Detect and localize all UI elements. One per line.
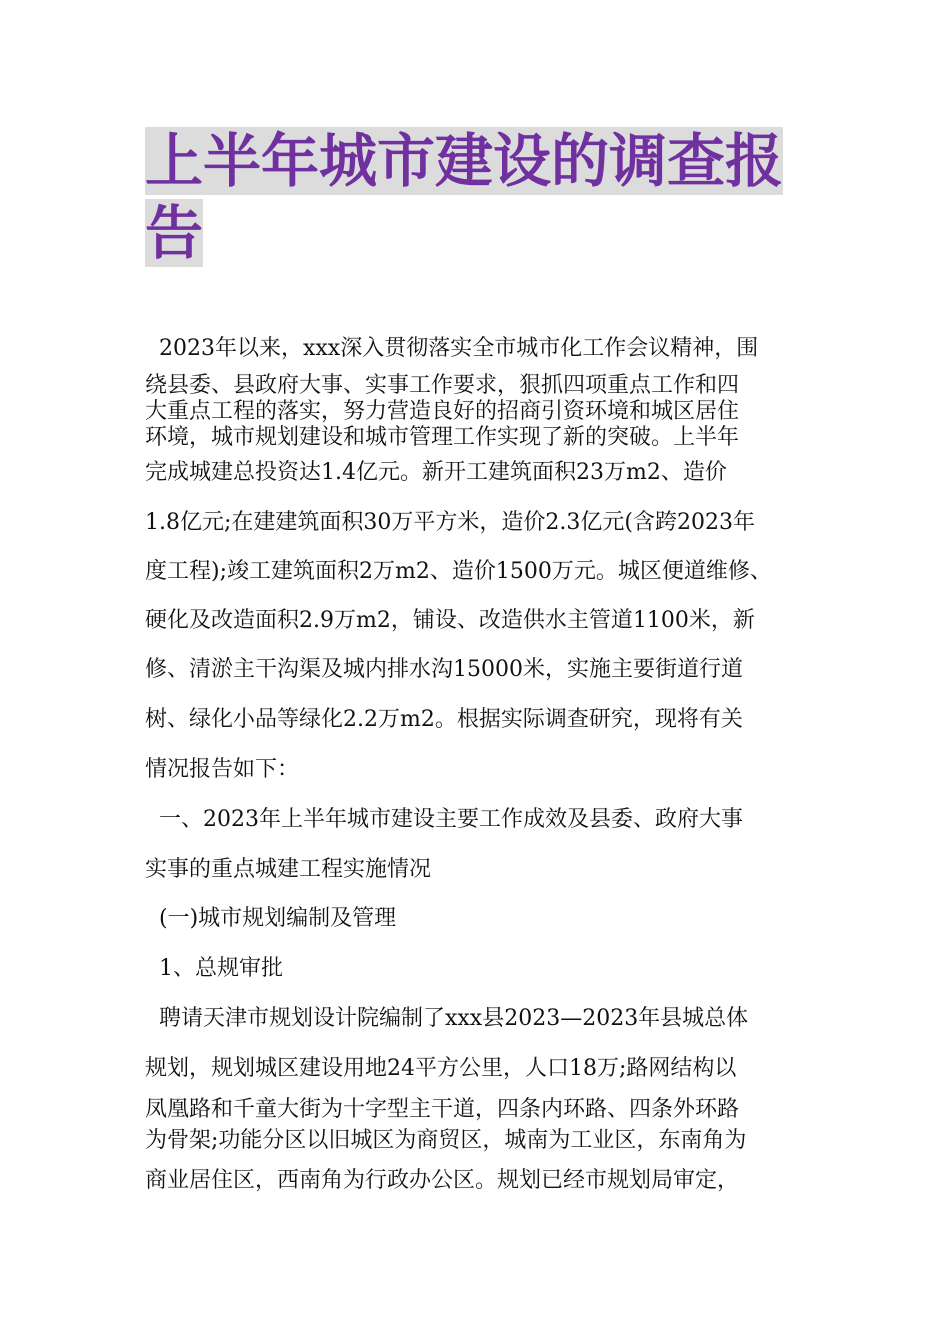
- text-line: 度工程);竣工建筑面积2万m2、造价1500万元。城区便道维修、: [145, 559, 772, 584]
- document-title: [145, 128, 815, 194]
- subsection-heading: (一)城市规划编制及管理: [145, 906, 397, 931]
- subsection-heading: 1、总规审批: [145, 956, 283, 981]
- text-line: 商业居住区，西南角为行政办公区。规划已经市规划局审定，: [145, 1168, 740, 1193]
- section-heading: 一、2023年上半年城市建设主要工作成效及县委、政府大事: [145, 807, 743, 832]
- text-line: 凤凰路和千童大街为十字型主干道，四条内环路、四条外环路: [145, 1097, 740, 1122]
- text-line: 大重点工程的落实，努力营造良好的招商引资环境和城区居住: [145, 399, 740, 424]
- text-line: 情况报告如下：: [145, 757, 300, 782]
- text-line: 环境，城市规划建设和城市管理工作实现了新的突破。上半年: [145, 425, 740, 450]
- text-line: 硬化及改造面积2.9万m2，铺设、改造供水主管道1100米，新: [145, 608, 755, 633]
- title-line-1: 上半年城市建设的调查报: [145, 127, 784, 195]
- text-line: 聘请天津市规划设计院编制了xxx县2023—2023年县城总体: [145, 1006, 749, 1031]
- text-line: 为骨架;功能分区以旧城区为商贸区，城南为工业区，东南角为: [145, 1128, 747, 1153]
- section-heading: 实事的重点城建工程实施情况: [145, 857, 432, 882]
- text-line: 修、清淤主干沟渠及城内排水沟15000米，实施主要街道行道: [145, 657, 743, 682]
- text-line: 绕县委、县政府大事、实事工作要求，狠抓四项重点工作和四: [145, 373, 740, 398]
- title-line-2: 告: [145, 199, 204, 267]
- text-line: 2023年以来，xxx深入贯彻落实全市城市化工作会议精神，围: [145, 336, 759, 361]
- text-line: 树、绿化小品等绿化2.2万m2。根据实际调查研究，现将有关: [145, 707, 743, 732]
- text-line: 规划，规划城区建设用地24平方公里，人口18万;路网结构以: [145, 1056, 737, 1081]
- text-line: 完成城建总投资达1.4亿元。新开工建筑面积23万m2、造价: [145, 460, 727, 485]
- text-line: 1.8亿元;在建建筑面积30万平方米，造价2.3亿元(含跨2023年: [145, 510, 755, 535]
- document-title-continued: [145, 200, 815, 266]
